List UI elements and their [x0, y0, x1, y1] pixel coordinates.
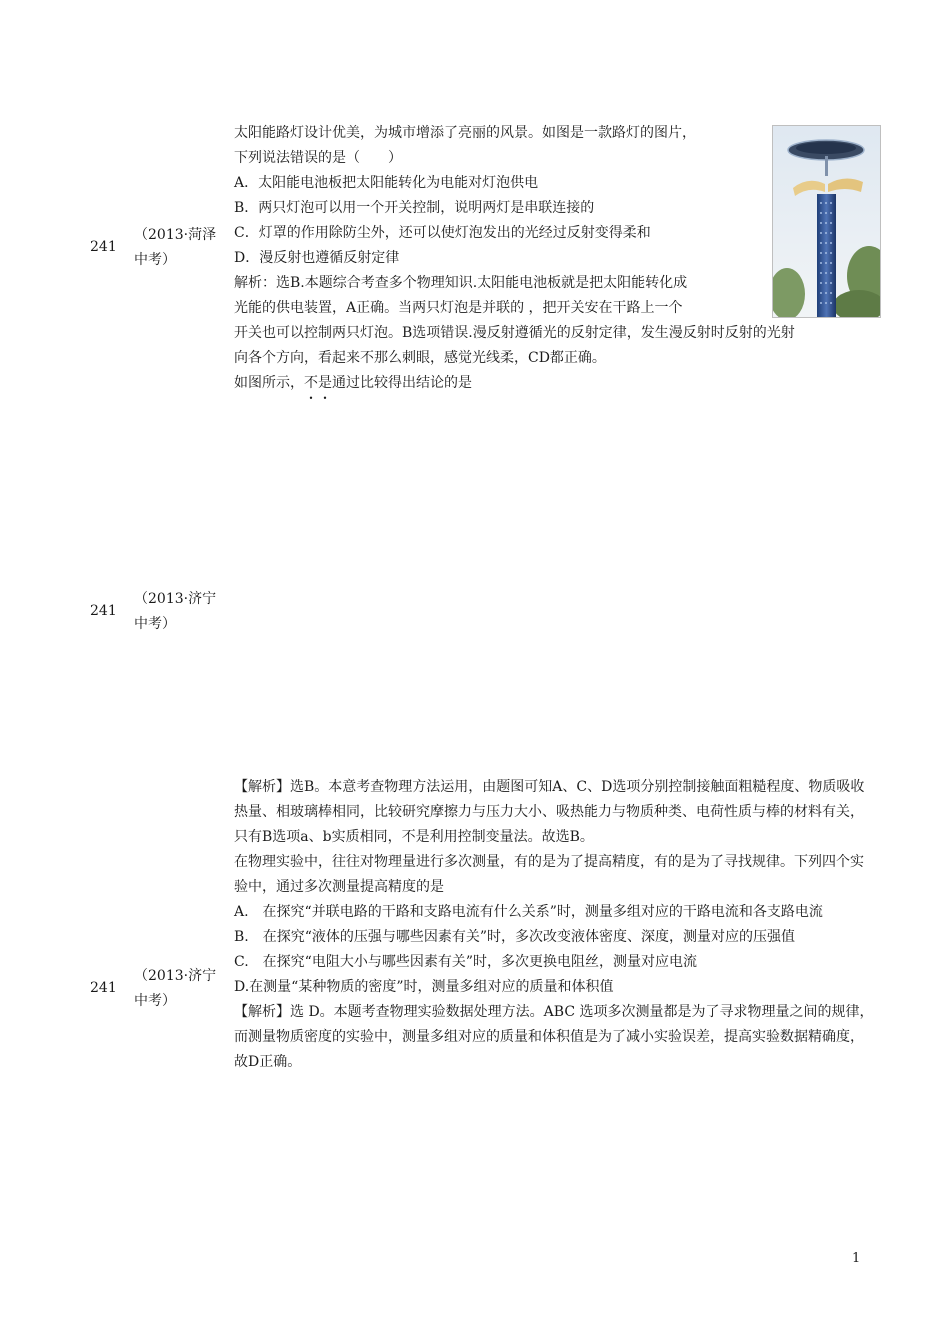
- question-source: （2013·菏泽中考）: [134, 227, 217, 268]
- option-d: D.在测量“某种物质的密度”时，测量多组对应的质量和体积值: [234, 979, 614, 995]
- question-stem: 如图所示，不是通过比较得出结论的是: [234, 371, 879, 396]
- analysis-line: 开关也可以控制两只灯泡。B选项错误.漫反射遵循光的反射定律，发生漫反射时反射的光射: [234, 325, 795, 341]
- analysis-line: 光能的供电装置，A正确。当两只灯泡是并联的 ，把开关安在干路上一个: [234, 300, 683, 316]
- question-source: （2013·济宁中考）: [134, 591, 217, 632]
- option-d: D．漫反射也遵循反射定律: [234, 250, 400, 266]
- emphasis-char: 是: [318, 375, 332, 391]
- question-number: 241: [90, 239, 117, 255]
- page-number: 1: [852, 1251, 861, 1266]
- question-stem: 在物理实验中，往往对物理量进行多次测量，有的是为了提高精度，有的是为了寻找规律。下列四个实验中，通过多次测量提高精度的是: [234, 854, 864, 895]
- emphasis-char: 不: [304, 375, 318, 391]
- analysis-line: 向各个方向，看起来不那么刺眼，感觉光线柔，CD都正确。: [234, 350, 606, 366]
- question-content: [234, 371, 879, 396]
- question-number: 241: [90, 980, 117, 996]
- option-b: B. 在探究“液体的压强与哪些因素有关”时，多次改变液体密度、深度，测量对应的压强值: [234, 929, 796, 945]
- option-c: C. 在探究“电阻大小与哪些因素有关”时，多次更换电阻丝，测量对应电流: [234, 954, 697, 970]
- question-content: [234, 775, 874, 1075]
- question-number: 241: [90, 603, 117, 619]
- analysis-paragraph: 【解析】选B。本意考查物理方法运用，由题图可知A、C、D选项分别控制接触面粗糙程度、物质吸收热量、相玻璃棒相同，比较研究摩擦力与压力大小、吸热能力与物质种类、电荷性质与棒的材料有关，只有B选项a、b实质相同，不是利用控制变量法。故选B。: [234, 779, 865, 845]
- option-a: A．太阳能电池板把太阳能转化为电能对灯泡供电: [234, 175, 539, 191]
- text-line: 下列说法错误的是（ ）: [234, 150, 402, 166]
- option-b: B．两只灯泡可以用一个开关控制，说明两灯是串联连接的: [234, 200, 595, 216]
- option-c: C．灯罩的作用除防尘外，还可以使灯泡发出的光经过反射变得柔和: [234, 225, 651, 241]
- analysis-line: 解析：选B.本题综合考查多个物理知识.太阳能电池板就是把太阳能转化成: [234, 275, 688, 291]
- option-a: A. 在探究“并联电路的干路和支路电流有什么关系”时，测量多组对应的干路电流和各支路电流: [234, 904, 823, 920]
- question-source: （2013·济宁中考）: [134, 968, 217, 1009]
- text-line: 太阳能路灯设计优美，为城市增添了亮丽的风景。如图是一款路灯的图片，: [234, 125, 696, 141]
- analysis-paragraph: 【解析】选 D。本题考查物理实验数据处理方法。ABC 选项多次测量都是为了寻求物理量之间的规律，而测量物质密度的实验中，测量多组对应的质量和体积值是为了减小实验误差，提高实验数据精确度，故D正确。: [234, 1004, 874, 1070]
- street-lamp-photo: [772, 125, 881, 318]
